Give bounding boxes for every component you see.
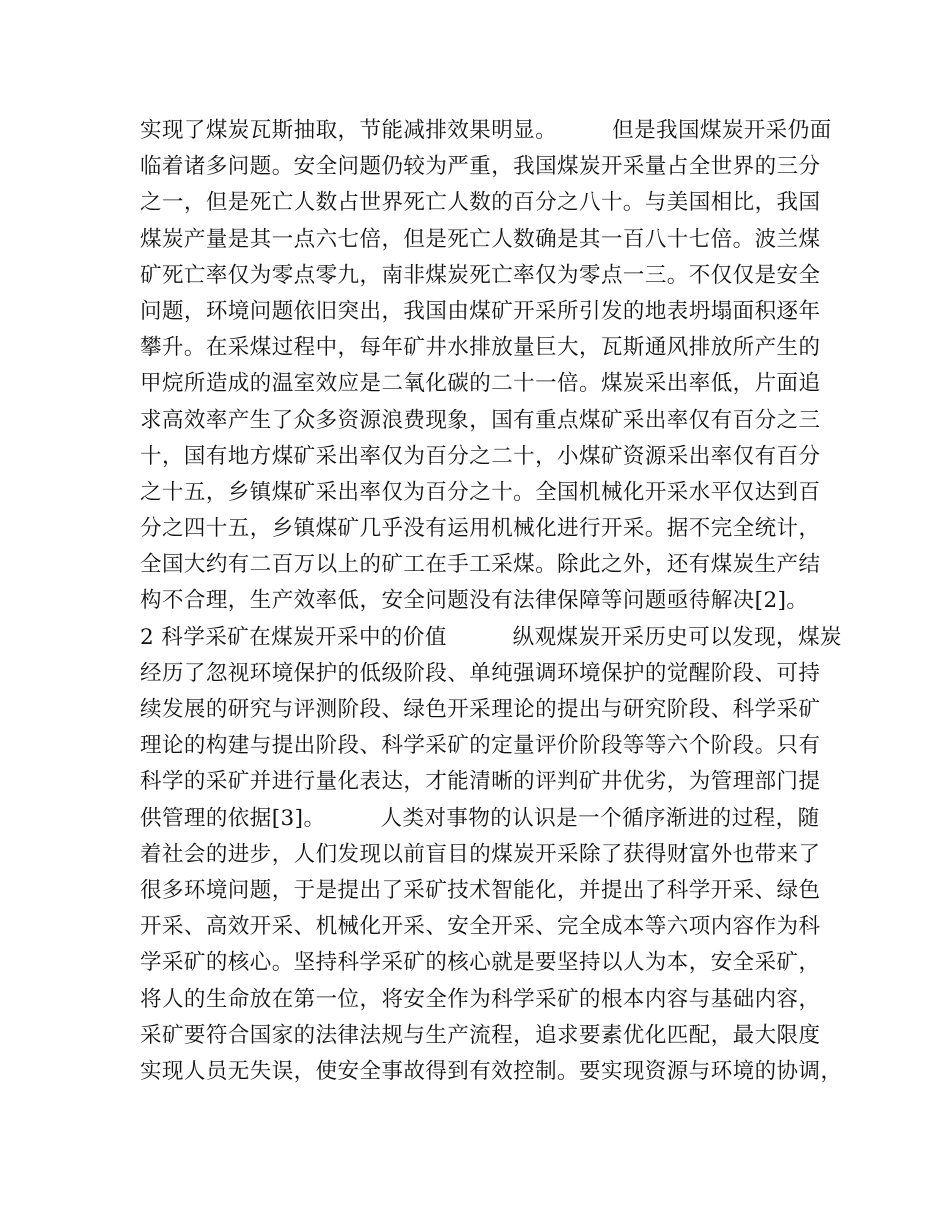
text-line: 着社会的进步，人们发现以前盲目的煤炭开采除了获得财富外也带来了 bbox=[140, 841, 821, 867]
text-line: 临着诸多问题。安全问题仍较为严重，我国煤炭开采量占全世界的三分 bbox=[140, 154, 821, 180]
text-line: 经历了忽视环境保护的低级阶段、单纯强调环境保护的觉醒阶段、可持 bbox=[140, 660, 821, 686]
text-line: 实现了煤炭瓦斯抽取，节能减排效果明显。 但是我国煤炭开采仍面 bbox=[140, 118, 832, 143]
text-line: 攀升。在采煤过程中，每年矿井水排放量巨大，瓦斯通风排放所产生的 bbox=[140, 335, 821, 361]
text-line: 很多环境问题，于是提出了采矿技术智能化，并提出了科学开采、绿色 bbox=[140, 877, 821, 903]
text-line: 理论的构建与提出阶段、科学采矿的定量评价阶段等等六个阶段。只有 bbox=[140, 733, 821, 759]
text-line: 求高效率产生了众多资源浪费现象，国有重点煤矿采出率仅有百分之三 bbox=[140, 407, 821, 433]
text-line: 煤炭产量是其一点六七倍，但是死亡人数确是其一百八十七倍。波兰煤 bbox=[140, 226, 821, 252]
text-line: 构不合理，生产效率低，安全问题没有法律保障等问题亟待解决[2]。 bbox=[140, 588, 809, 614]
text-line: 矿死亡率仅为零点零九，南非煤炭死亡率仅为零点一三。不仅仅是安全 bbox=[140, 262, 821, 288]
text-line: 甲烷所造成的温室效应是二氧化碳的二十一倍。煤炭采出率低，片面追 bbox=[140, 371, 821, 397]
text-line: 分之四十五，乡镇煤矿几乎没有运用机械化进行开采。据不完全统计， bbox=[140, 516, 821, 542]
body-text bbox=[140, 113, 843, 1090]
section-heading-line: 2 科学采矿在煤炭开采中的价值 纵观煤炭开采历史可以发现，煤炭 bbox=[140, 624, 842, 650]
text-line: 问题，环境问题依旧突出，我国由煤矿开采所引发的地表坍塌面积逐年 bbox=[140, 298, 821, 324]
text-line: 十，国有地方煤矿采出率仅为百分之二十，小煤矿资源采出率仅有百分 bbox=[140, 443, 821, 469]
text-line: 之一，但是死亡人数占世界死亡人数的百分之八十。与美国相比，我国 bbox=[140, 190, 821, 216]
text-line: 实现人员无失误，使安全事故得到有效控制。要实现资源与环境的协调， bbox=[140, 1058, 843, 1084]
text-line: 之十五，乡镇煤矿采出率仅为百分之十。全国机械化开采水平仅达到百 bbox=[140, 479, 821, 505]
text-line: 续发展的研究与评测阶段、绿色开采理论的提出与研究阶段、科学采矿 bbox=[140, 697, 821, 722]
text-line: 供管理的依据[3]。 人类对事物的认识是一个循序渐进的过程，随 bbox=[140, 805, 820, 831]
text-line: 采矿要符合国家的法律法规与生产流程，追求要素优化匹配，最大限度 bbox=[140, 1022, 821, 1048]
text-line: 科学的采矿并进行量化表达，才能清晰的评判矿井优劣，为管理部门提 bbox=[140, 769, 821, 795]
text-line: 将人的生命放在第一位，将安全作为科学采矿的根本内容与基础内容， bbox=[140, 986, 821, 1012]
text-line: 开采、高效开采、机械化开采、安全开采、完全成本等六项内容作为科 bbox=[140, 914, 821, 940]
text-line: 全国大约有二百万以上的矿工在手工采煤。除此之外，还有煤炭生产结 bbox=[140, 552, 821, 578]
text-line: 学采矿的核心。坚持科学采矿的核心就是要坚持以人为本，安全采矿， bbox=[140, 950, 821, 976]
